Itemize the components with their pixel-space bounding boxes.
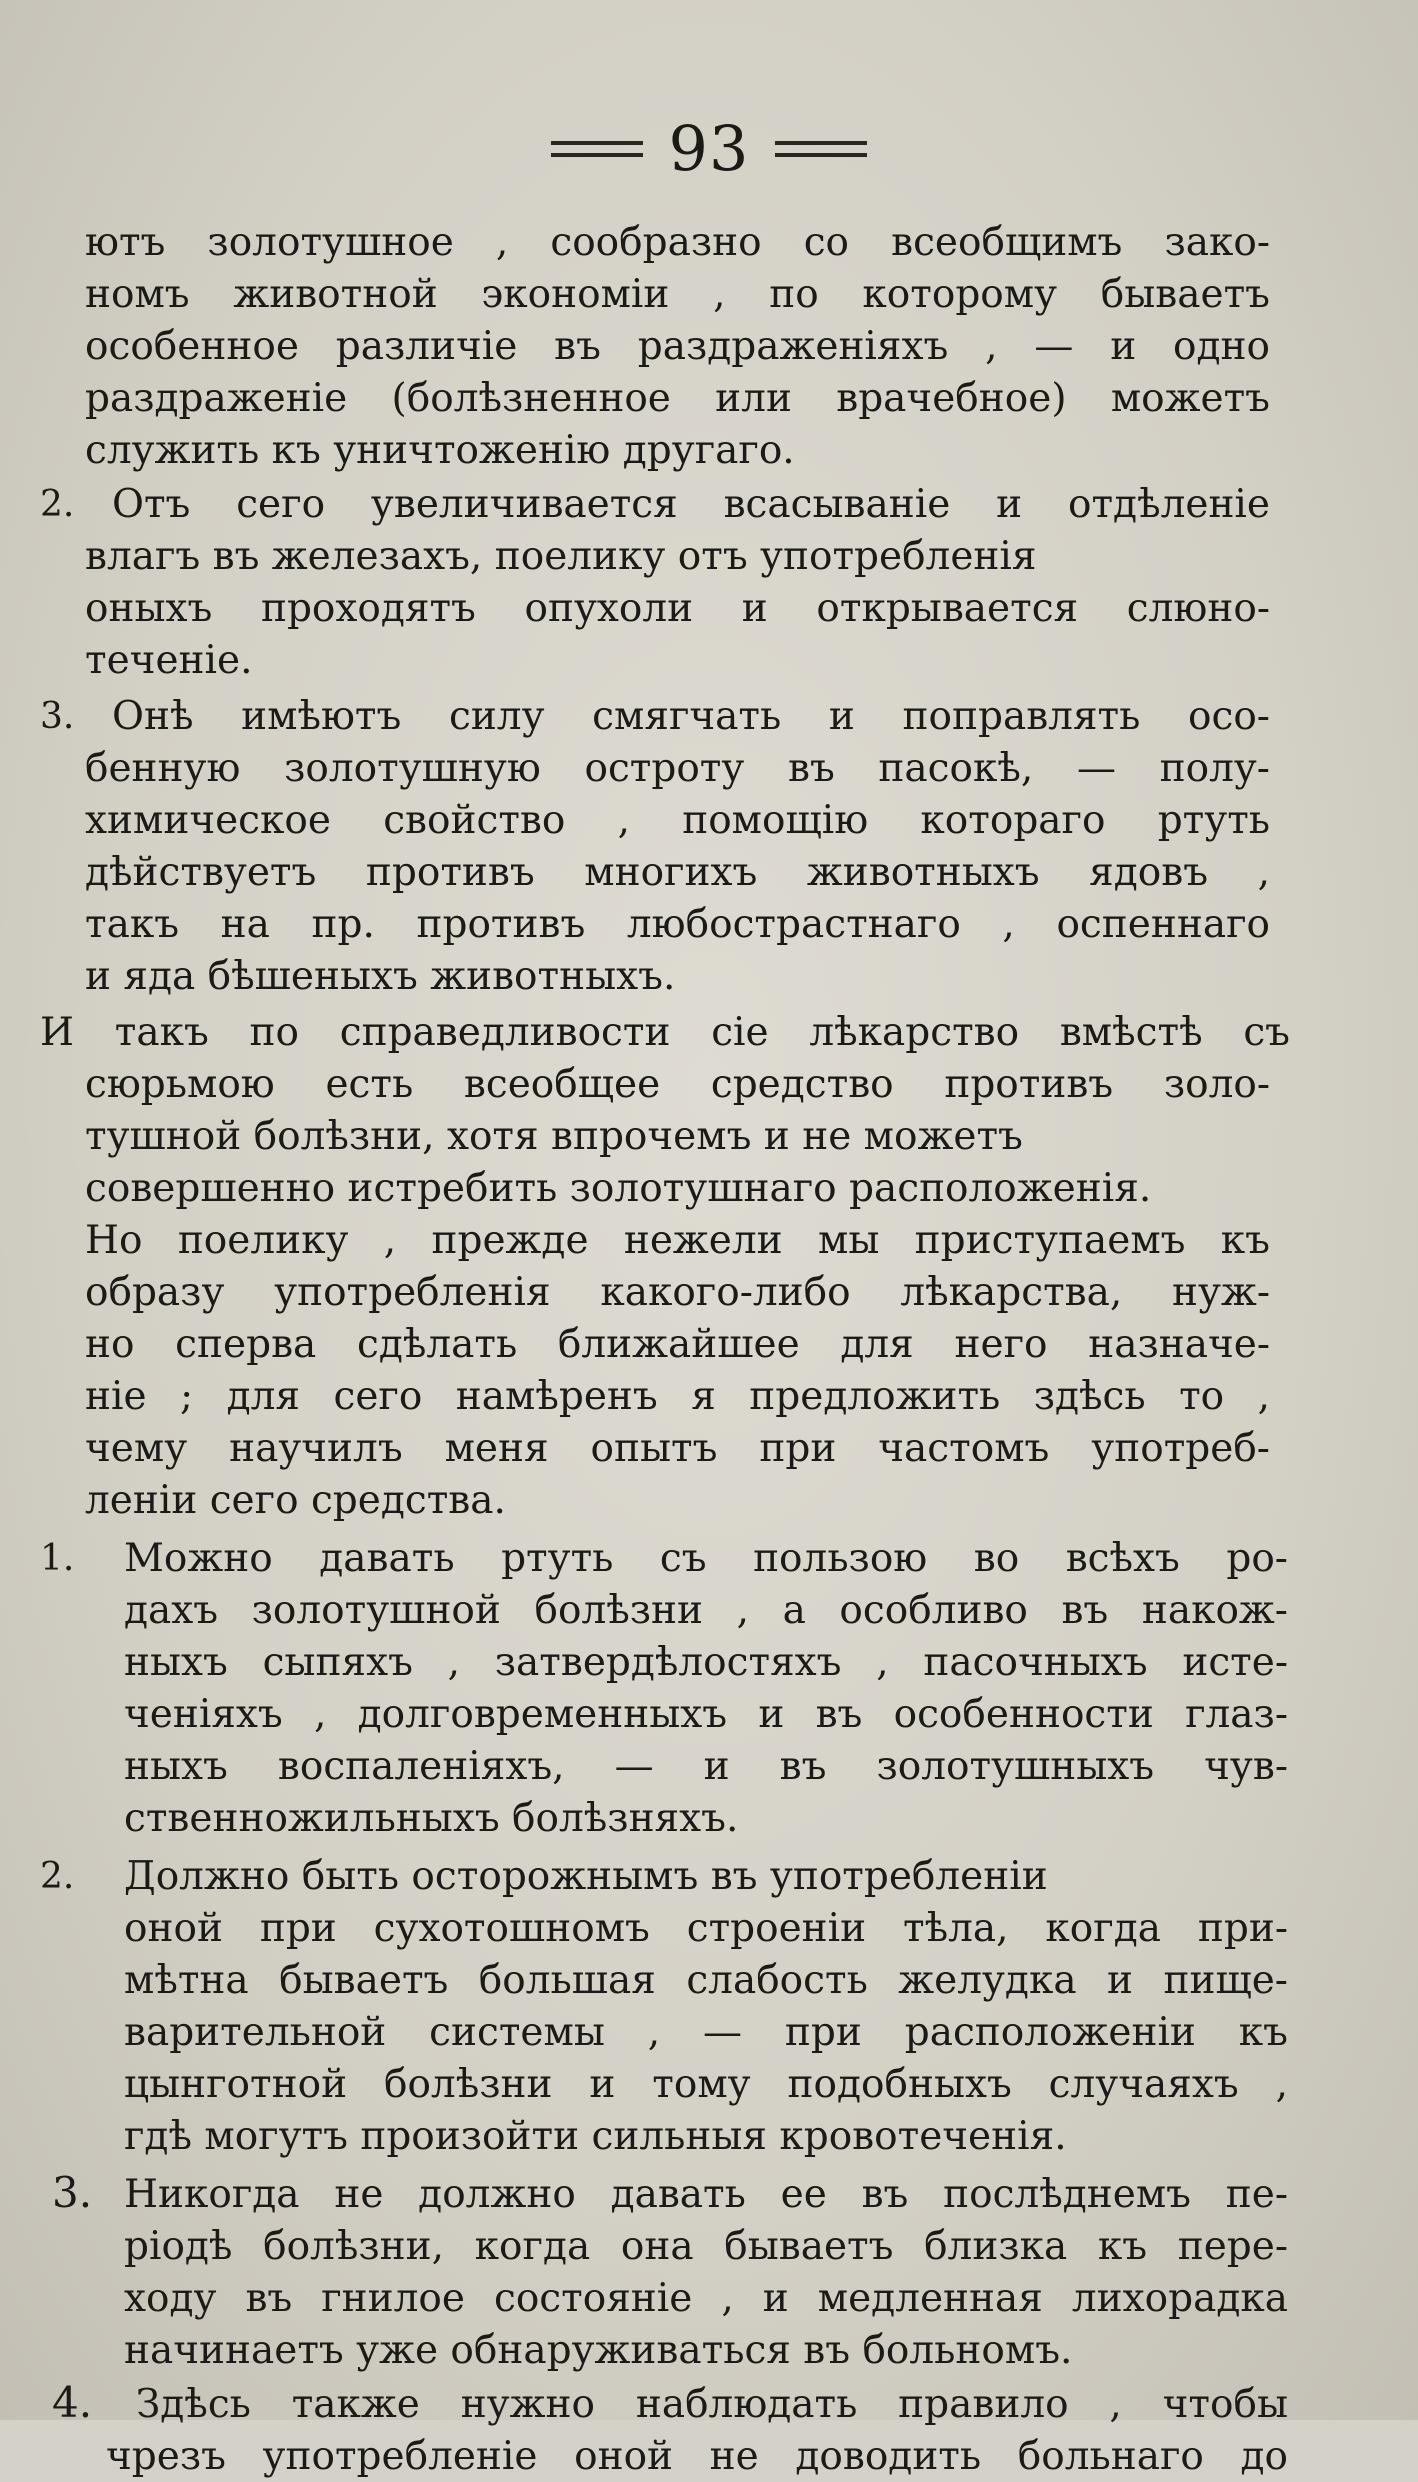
list-number: 2. — [40, 484, 75, 525]
text-line: ственножильныхъ болѣзняхъ. — [124, 1796, 739, 1841]
text-line: Никогда не должно давать ее въ послѣднемъ пе- — [124, 2172, 1288, 2217]
page-header — [0, 112, 1418, 185]
text-line: ченіяхъ , долговременныхъ и въ особенности глаз- — [124, 1692, 1288, 1737]
list-number: 2. — [40, 1856, 75, 1897]
text-line: леніи сего средства. — [85, 1478, 506, 1523]
text-line: сюрьмою есть всеобщее средство противъ золо- — [85, 1062, 1270, 1107]
text-line: гдѣ могутъ произойти сильныя кровотеченія. — [124, 2114, 1067, 2159]
text-line: Онѣ имѣютъ силу смягчать и поправлять осо- — [112, 694, 1270, 739]
text-line: оной при сухотошномъ строеніи тѣла, когда при- — [124, 1906, 1288, 1951]
list-number: 1. — [40, 1538, 75, 1579]
text-line: такъ на пр. противъ любострастнаго , оспеннаго — [85, 902, 1270, 947]
text-line: образу употребленія какого-либо лѣкарства, нуж- — [85, 1270, 1270, 1315]
text-line: химическое свойство , помощію котораго ртуть — [85, 798, 1270, 843]
text-line: совершенно истребить золотушнаго расположенія. — [85, 1166, 1152, 1211]
text-line: Должно быть осторожнымъ въ употребленіи — [124, 1854, 1048, 1899]
right-double-rule — [775, 141, 867, 157]
text-line: варительной системы , — при расположеніи къ — [124, 2010, 1288, 2055]
text-line: Здѣсь также нужно наблюдать правило , чтобы — [136, 2382, 1288, 2427]
text-line: ріодѣ болѣзни, когда она бываетъ близка къ пере- — [124, 2224, 1288, 2269]
text-line: ютъ золотушное , сообразно со всеобщимъ зако- — [85, 220, 1270, 265]
text-line: бенную золотушную остроту въ пасокѣ, — полу- — [85, 746, 1270, 791]
text-line: И такъ по справедливости сіе лѣкарство вмѣстѣ съ — [40, 1010, 1290, 1055]
text-line: начинаетъ уже обнаруживаться въ больномъ. — [124, 2328, 1073, 2373]
list-number: 3. — [40, 696, 75, 737]
text-line: особенное различіе въ раздраженіяхъ , — и одно — [85, 324, 1270, 369]
text-line: но сперва сдѣлать ближайшее для него назначе- — [85, 1322, 1270, 1367]
text-line: ніе ; для сего намѣренъ я предложить здѣсь то , — [85, 1374, 1270, 1419]
left-double-rule — [551, 141, 643, 157]
text-line: влагъ въ железахъ, поелику отъ употребленія — [85, 534, 1037, 579]
text-line: служить къ уничтоженію другаго. — [85, 428, 795, 473]
list-number: 3. — [52, 2168, 93, 2217]
text-line: теченіе. — [85, 638, 253, 683]
text-line: номъ животной экономіи , по которому бываетъ — [85, 272, 1270, 317]
text-line: Отъ сего увеличивается всасываніе и отдѣленіе — [112, 482, 1270, 527]
text-line: ходу въ гнилое состояніе , и медленная лихорадка — [124, 2276, 1288, 2321]
text-line: ныхъ сыпяхъ , затвердѣлостяхъ , пасочныхъ истe- — [124, 1640, 1288, 1685]
text-line: Но поелику , прежде нежели мы приступаемъ къ — [85, 1218, 1270, 1263]
text-line: тушной болѣзни, хотя впрочемъ и не можетъ — [85, 1114, 1023, 1159]
text-line: оныхъ проходятъ опухоли и открывается слюно- — [85, 586, 1270, 631]
text-line: мѣтна бываетъ большая слабость желудка и пище- — [124, 1958, 1288, 2003]
text-line: и яда бѣшеныхъ животныхъ. — [85, 954, 676, 999]
text-line: ныхъ воспаленіяхъ, — и въ золотушныхъ чув- — [124, 1744, 1288, 1789]
page-number: 93 — [668, 112, 750, 185]
text-line: дахъ золотушной болѣзни , а особливо въ накож- — [124, 1588, 1288, 1633]
text-line: цынготной болѣзни и тому подобныхъ случаяхъ , — [124, 2062, 1288, 2107]
text-line: чрезъ употребленіе оной не доводить больнаго до — [106, 2434, 1288, 2479]
list-number: 4. — [52, 2378, 93, 2427]
text-line: дѣйствуетъ противъ многихъ животныхъ ядовъ , — [85, 850, 1270, 895]
text-line: раздраженіе (болѣзненное или врачебное) можетъ — [85, 376, 1270, 421]
text-line: Можно давать ртуть съ пользою во всѣхъ ро- — [124, 1536, 1288, 1581]
text-line: чему научилъ меня опытъ при частомъ употреб- — [85, 1426, 1270, 1471]
